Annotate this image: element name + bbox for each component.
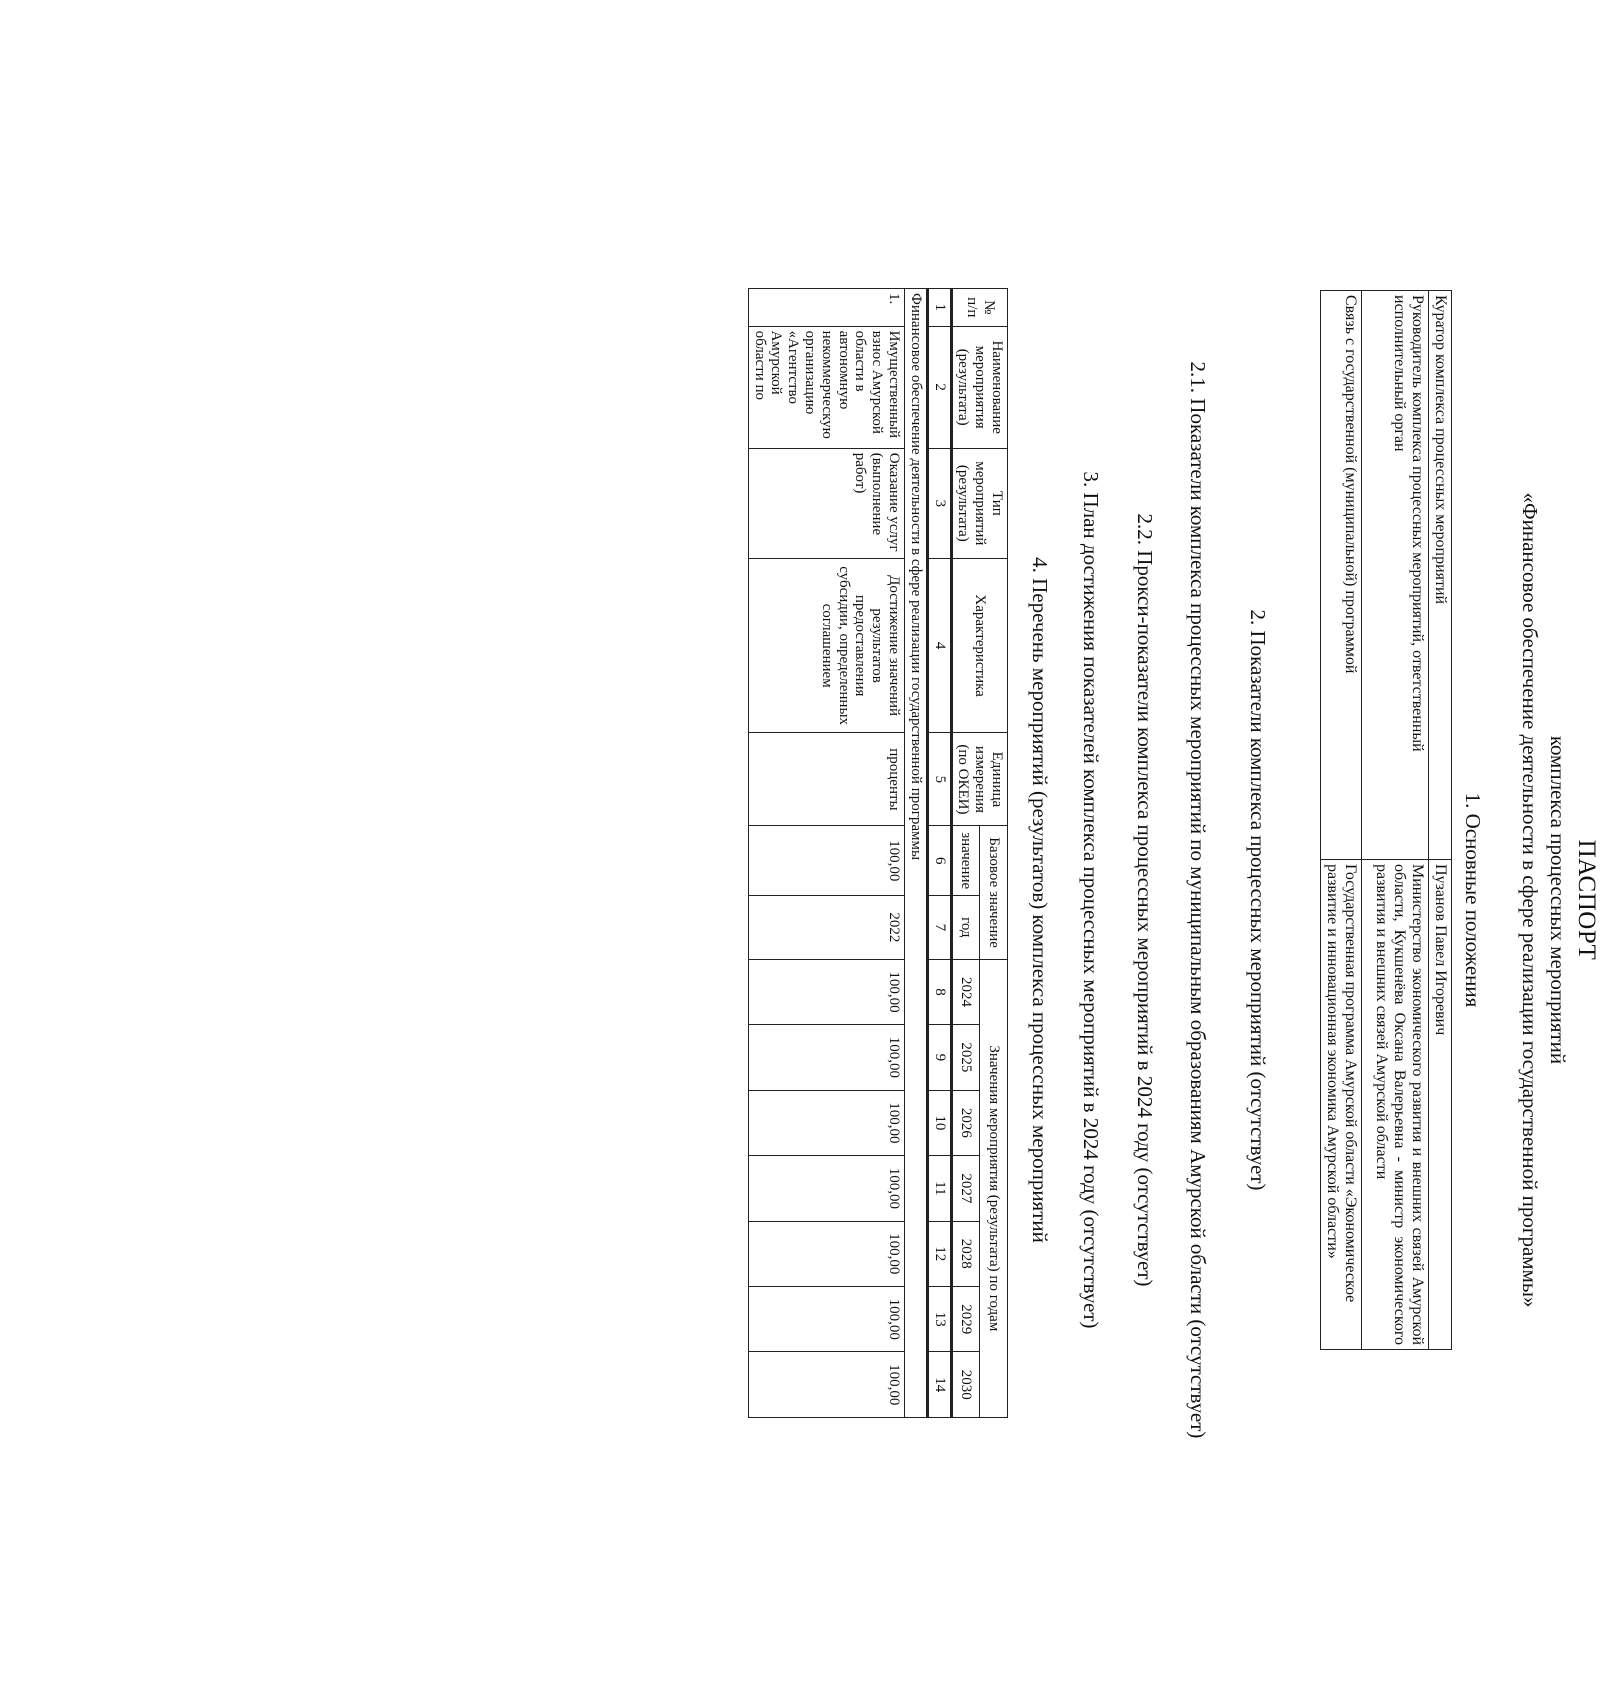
table-header-row bbox=[980, 289, 1008, 1418]
table-row bbox=[1429, 291, 1452, 1350]
column-number: 11 bbox=[927, 1156, 951, 1221]
section-3-heading: 3. План достижения показателей комплекса процессных мероприятий в 2024 году (отсутствует) bbox=[1079, 471, 1103, 1329]
section-2-1-heading: 2.1. Показатели комплекса процессных мероприятий по муниципальным образованиям Амурской области (отсутствует) bbox=[1186, 361, 1210, 1439]
group-row bbox=[905, 289, 928, 1418]
col-header-base-value: значение bbox=[951, 826, 980, 895]
col-header-year: 2026 bbox=[951, 1090, 980, 1155]
col-header-year: 2025 bbox=[951, 1025, 980, 1090]
column-number: 8 bbox=[927, 959, 951, 1024]
column-number: 5 bbox=[927, 733, 951, 826]
section-2-2-heading: 2.2. Прокси-показатели комплекса процессных мероприятий в 2024 году (отсутствует) bbox=[1133, 513, 1157, 1287]
col-header-num: № п/п bbox=[951, 289, 1007, 327]
row-unit: проценты bbox=[748, 733, 904, 826]
activities-table bbox=[748, 288, 1008, 1418]
row-label: Куратор комплекса процессных мероприятий bbox=[1429, 291, 1452, 860]
row-label: Руководитель комплекса процессных мероприятий, ответственный исполнительный орган bbox=[1362, 291, 1429, 860]
document-title: ПАСПОРТ bbox=[1573, 839, 1600, 961]
col-header-values-by-year: Значения мероприятия (результата) по годам bbox=[980, 959, 1008, 1417]
row-num: 1. bbox=[748, 289, 904, 327]
row-base-year: 2022 bbox=[748, 895, 904, 959]
section-1-heading: 1. Основные положения bbox=[1461, 792, 1485, 1008]
row-value-2027: 100,00 bbox=[748, 1156, 904, 1221]
row-value-2025: 100,00 bbox=[748, 1025, 904, 1090]
section-4-heading: 4. Перечень мероприятий (результатов) комплекса процессных мероприятий bbox=[1028, 557, 1052, 1243]
row-characteristic: Достижение значений результатов предоставления субсидии, определенных соглашением bbox=[748, 558, 904, 732]
document-program-name: «Финансовое обеспечение деятельности в сфере реализации государственной программы» bbox=[1518, 492, 1542, 1308]
document-page bbox=[540, 150, 1600, 1650]
column-number: 9 bbox=[927, 1025, 951, 1090]
row-value-2024: 100,00 bbox=[748, 959, 904, 1024]
col-header-characteristic: Характеристика bbox=[951, 558, 1007, 732]
table-row bbox=[1362, 291, 1429, 1350]
main-provisions-table bbox=[1320, 290, 1452, 1350]
row-base-value: 100,00 bbox=[748, 826, 904, 895]
row-value: Государственная программа Амурской области «Экономическое развитие и инновационная экономика Амурской области» bbox=[1321, 860, 1362, 1350]
row-value: Министерство экономического развития и внешних связей Амурской области, Кукшенёва Оксана Валерьевна - министр экономического развития и внешних связей Амурской области bbox=[1362, 860, 1429, 1350]
col-header-unit: Единица измерения (по ОКЕИ) bbox=[951, 733, 1007, 826]
row-label: Связь с государственной (муниципальной) программой bbox=[1321, 291, 1362, 860]
column-number: 6 bbox=[927, 826, 951, 895]
column-number: 4 bbox=[927, 558, 951, 732]
column-number: 3 bbox=[927, 448, 951, 558]
column-number: 2 bbox=[927, 326, 951, 448]
col-header-year: 2029 bbox=[951, 1287, 980, 1352]
col-header-year: 2028 bbox=[951, 1221, 980, 1286]
column-number: 10 bbox=[927, 1090, 951, 1155]
col-header-base: Базовое значение bbox=[980, 826, 1008, 959]
document-subtitle: комплекса процессных мероприятий bbox=[1546, 735, 1570, 1065]
column-number: 7 bbox=[927, 895, 951, 959]
column-number: 12 bbox=[927, 1221, 951, 1286]
table-row bbox=[1321, 291, 1362, 1350]
column-number-row bbox=[927, 289, 951, 1418]
row-value-2030: 100,00 bbox=[748, 1352, 904, 1418]
table-row bbox=[748, 289, 904, 1418]
row-value: Пузанов Павел Игоревич bbox=[1429, 860, 1452, 1350]
col-header-year: 2024 bbox=[951, 959, 980, 1024]
row-value-2026: 100,00 bbox=[748, 1090, 904, 1155]
row-type: Оказание услуг (выполнение работ) bbox=[748, 448, 904, 558]
row-value-2028: 100,00 bbox=[748, 1221, 904, 1286]
col-header-year: 2030 bbox=[951, 1352, 980, 1418]
row-value-2029: 100,00 bbox=[748, 1287, 904, 1352]
col-header-type: Тип мероприятий (результата) bbox=[951, 448, 1007, 558]
group-label: Финансовое обеспечение деятельности в сфере реализации государственной программы bbox=[905, 289, 928, 1418]
col-header-name: Наименование мероприятия (результата) bbox=[951, 326, 1007, 448]
col-header-year: 2027 bbox=[951, 1156, 980, 1221]
column-number: 13 bbox=[927, 1287, 951, 1352]
column-number: 1 bbox=[927, 289, 951, 327]
section-2-heading: 2. Показатели комплекса процессных мероприятий (отсутствует) bbox=[1246, 609, 1270, 1191]
row-name: Имущественный взнос Амурской области в автономную некоммерческую организацию «Агентство Амурской области по bbox=[748, 326, 904, 448]
column-number: 14 bbox=[927, 1352, 951, 1418]
col-header-base-year: год bbox=[951, 895, 980, 959]
